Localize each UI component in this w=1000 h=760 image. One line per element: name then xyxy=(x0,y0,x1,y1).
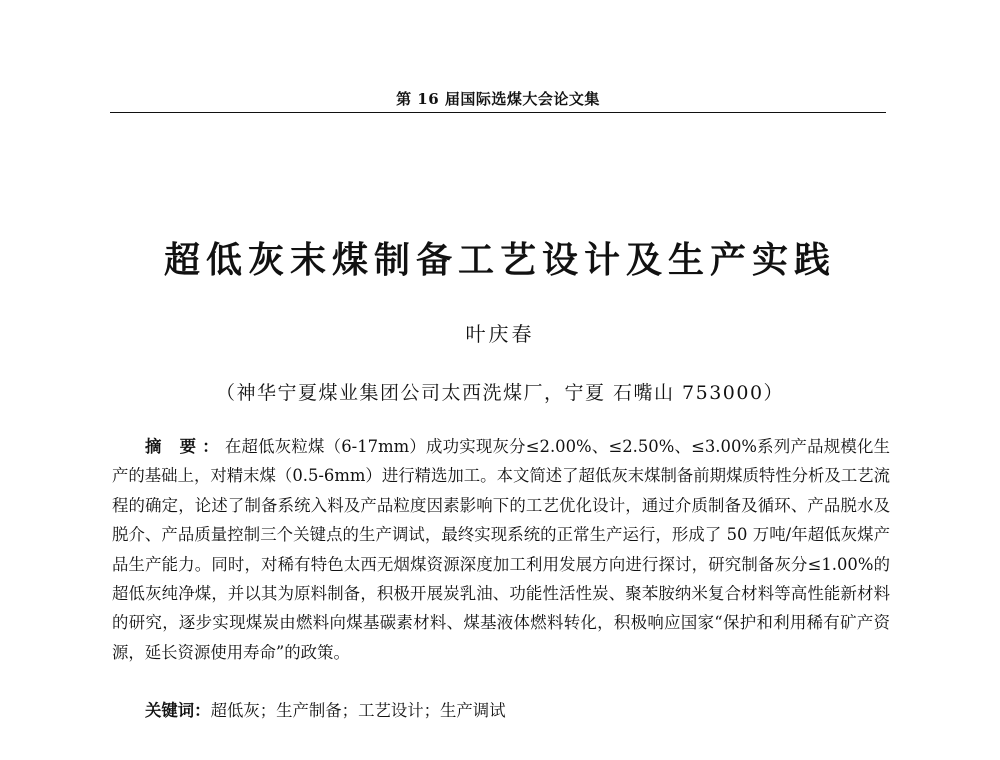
abstract-label: 摘 要： xyxy=(145,437,225,456)
abstract-text: 在超低灰粒煤（6-17mm）成功实现灰分≤2.00%、≤2.50%、≤3.00%系列产品规模化生产的基础上，对精末煤（0.5-6mm）进行精选加工。本文简述了超低灰末煤制备前期煤质特性分析及工艺流程的确定，论述了制备系统入料及产品粒度因素影响下的工艺优化设计，通过介质制备及循环、产品脱水及脱介、产品质量控制三个关键点的生产调试，最终实现系统的正常生产运行，形成了 50 万吨/年超低灰煤产品生产能力。同时，对稀有特色太西无烟煤资源深度加工利用发展方向进行探讨，研究制备灰分≤1.00%的超低灰纯净煤，并以其为原料制备，积极开展炭乳油、功能性活性炭、聚苯胺纳米复合材料等高性能新材料的研究，逐步实现煤炭由燃料向煤基碳素材料、煤基液体燃料转化，积极响应国家“保护和利用稀有矿产资源，延长资源使用寿命”的政策。 xyxy=(112,437,890,662)
paper-author: 叶庆春 xyxy=(465,322,535,346)
header-rule xyxy=(110,112,886,113)
keywords xyxy=(145,696,506,725)
keywords-label: 关键词： xyxy=(145,701,211,720)
running-header: 第 16 届国际选煤大会论文集 xyxy=(396,90,600,108)
abstract xyxy=(112,432,890,667)
paper-affiliation: （神华宁夏煤业集团公司太西洗煤厂，宁夏 石嘴山 753000） xyxy=(215,382,785,404)
keywords-text: 超低灰；生产制备；工艺设计；生产调试 xyxy=(210,701,506,720)
paper-title: 超低灰末煤制备工艺设计及生产实践 xyxy=(163,239,836,281)
